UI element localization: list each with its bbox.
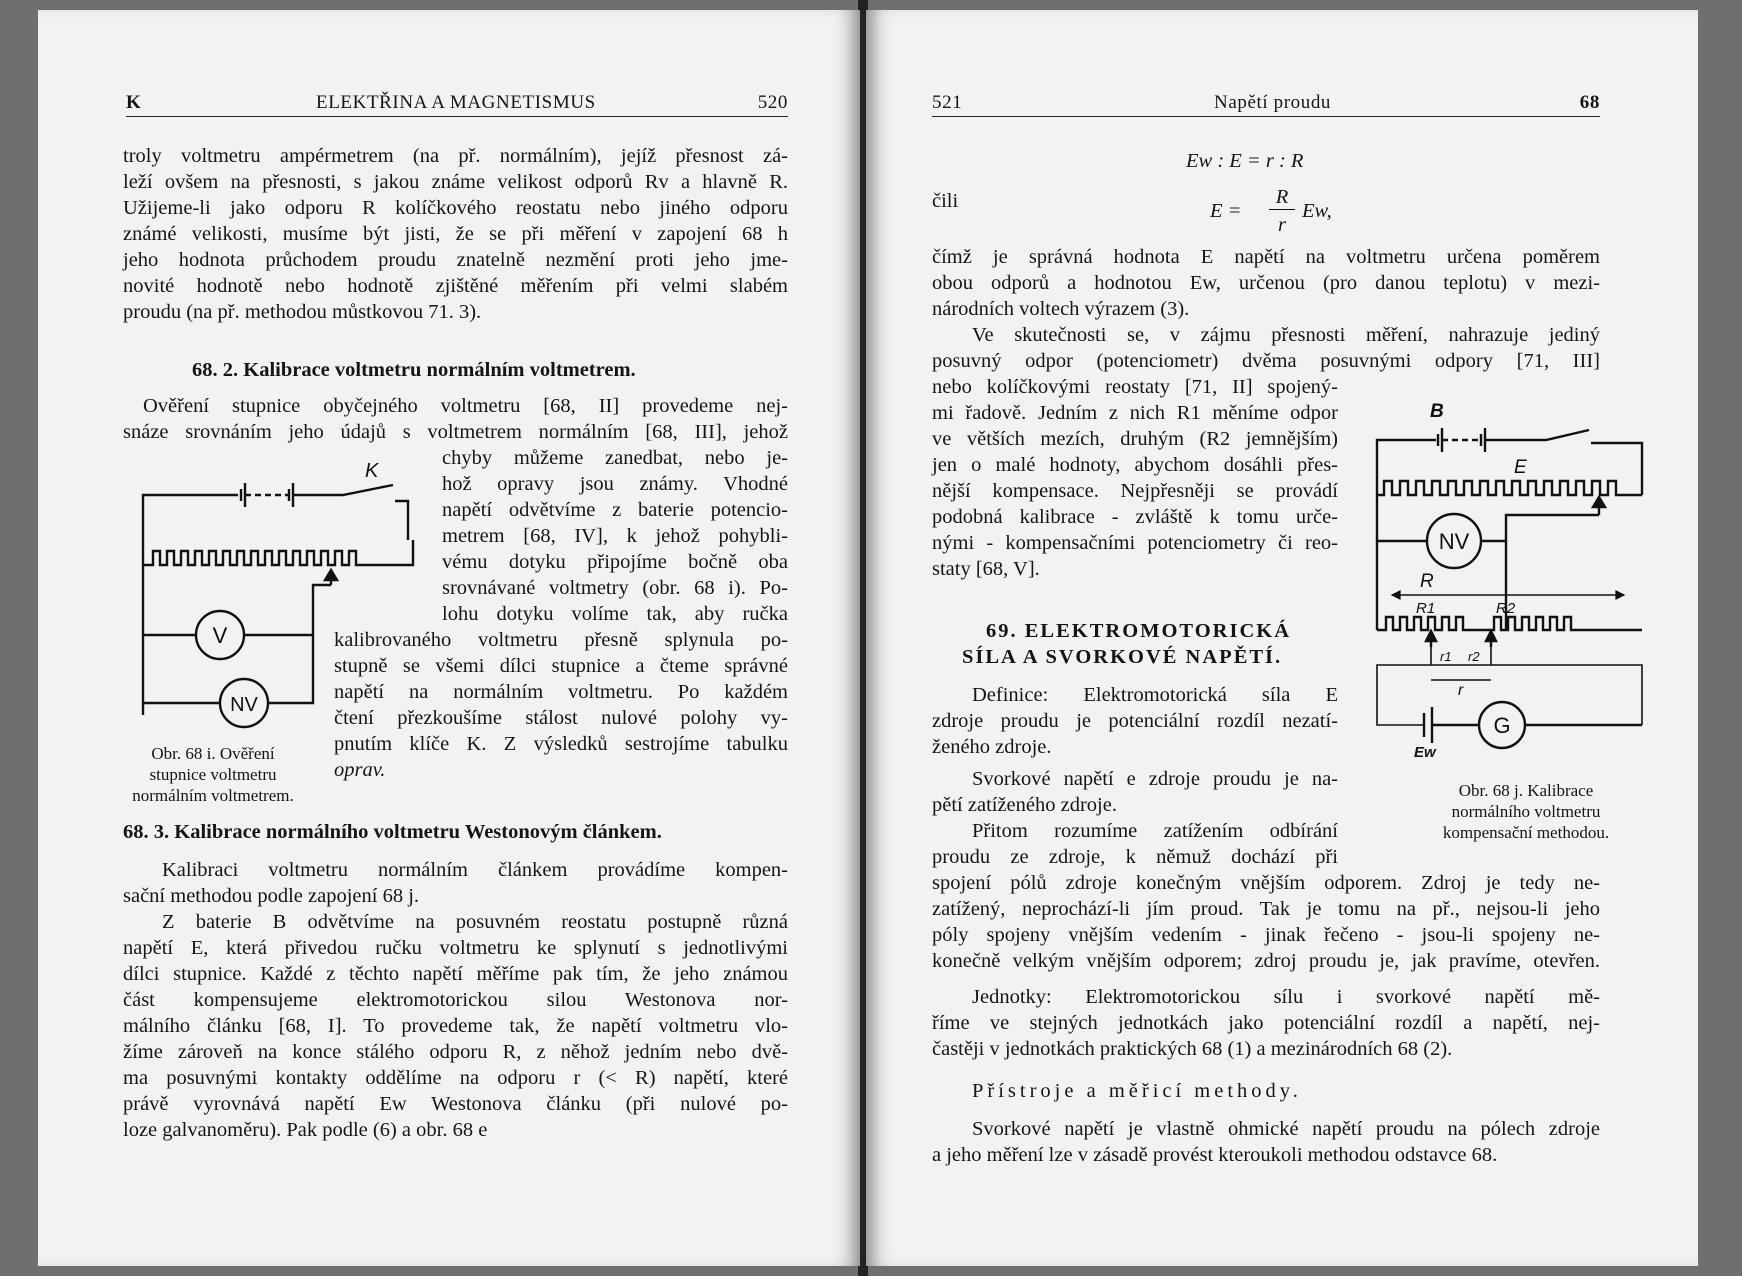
page-number: 520: [757, 92, 788, 113]
contact-r1-label: r1: [1440, 649, 1452, 664]
text-line: nými - kompensačními potenciometry či reo-: [932, 532, 1338, 554]
text-line: leží ovšem na přesnosti, s jakou známe velikost odporů Rv a hlavně R.: [123, 171, 788, 193]
text-line: málního článku [68, I]. To provedeme tak, že napětí voltmetru vlo-: [123, 1015, 788, 1037]
text-line: národních voltech výrazem (3).: [932, 298, 1190, 320]
text-line: jen o malé hodnoty, abychom dosáhli přes-: [932, 454, 1338, 476]
text-line: vému dotyku připojíme bočně oba: [442, 551, 788, 573]
fraction-numerator: R: [1275, 186, 1289, 208]
normal-voltmeter-label: NV: [1438, 529, 1470, 554]
text-line: srovnávané voltmetry (obr. 68 i). Po-: [442, 577, 788, 599]
text-line: Jednotky: Elektromotorickou sílu i svorkové napětí mě-: [972, 986, 1600, 1008]
circuit-diagram-68i: [133, 460, 433, 735]
text-line: Z baterie B odvětvíme na posuvném reostatu postupně různá: [162, 911, 788, 933]
text-line: zdroje proudu je potenciální rozdíl nezatí-: [932, 710, 1338, 732]
text-line: Definice: Elektromotorická síla E: [972, 684, 1338, 706]
fraction-denominator: r: [1278, 214, 1286, 236]
resistor-r-label: R: [1420, 571, 1434, 592]
text-line: chyby můžeme zanedbat, nebo je-: [442, 447, 788, 469]
text-line: čímž je správná hodnota E napětí na voltmetru určena poměrem: [932, 246, 1600, 268]
text-line: lohu dotyku volíme tak, aby ručka: [442, 603, 788, 625]
caption-line: normálním voltmetrem.: [132, 786, 294, 805]
caption-line: Obr. 68 j. Kalibrace: [1458, 781, 1594, 800]
resistor-r1-label: R1: [1416, 600, 1436, 617]
formula-proportion: Ew : E = r : R: [1186, 150, 1304, 172]
text-line: napětí odvětvíme z baterie potencio-: [442, 499, 788, 521]
subsection-heading: 68. 2. Kalibrace voltmetru normálním voltmetrem.: [192, 359, 636, 381]
text-line: ma posuvnými kontakty oddělíme na odporu r (< R) napětí, které: [123, 1067, 788, 1089]
text-line: spojení pólů zdroje konečným vnějším odporem. Zdroj je tedy ne-: [932, 872, 1600, 894]
text-line: obou odporů a hodnotou Ew, určenou (pro danou teplotu) v mezi-: [932, 272, 1600, 294]
caption-line: stupnice voltmetru: [149, 765, 277, 784]
text-line: konečně velkým vnějším odporem; zdroj proudu je, jak pravíme, otevřen.: [932, 950, 1600, 972]
text-line: častěji v jednotkách praktických 68 (1) a mezinárodních 68 (2).: [932, 1038, 1453, 1060]
text-line: ve větších mezích, druhým (R2 jemnějším): [932, 428, 1338, 450]
text-line: stupně se všemi dílci stupnice a čteme správné: [334, 655, 788, 677]
text-line: novité hodnotě nebo hodnotě zjištěné měřením při velmi slabém: [123, 275, 788, 297]
caption-line: normálního voltmetru: [1451, 802, 1601, 821]
section-number: 68: [1579, 92, 1600, 113]
chapter-heading: SÍLA A SVORKOVÉ NAPĚTÍ.: [962, 646, 1283, 668]
text-line: jeho hodnota průchodem proudu znatelně nezmění proti jeho jme-: [123, 249, 788, 271]
text-line: podobná kalibrace - zvláště k tomu urče-: [932, 506, 1338, 528]
contact-r2-label: r2: [1468, 649, 1480, 664]
formula-lhs: E =: [1210, 200, 1242, 222]
text-line: proudu ze zdroje, k němuž dochází při: [932, 846, 1338, 868]
text-line: zatížený, neprochází-li jím proud. Tak je tomu na př., nejsou-li jeho: [932, 898, 1600, 920]
formula-label: čili: [932, 190, 959, 212]
text-line: Svorkové napětí e zdroje proudu je na-: [972, 768, 1338, 790]
text-line: pětí zatíženého zdroje.: [932, 794, 1117, 816]
text-line: kalibrovaného voltmetru přesně splynula po-: [334, 629, 788, 651]
text-line: nější kompensace. Nejpřesněji se provádí: [932, 480, 1338, 502]
text-line: mi řadově. Jedním z nich R1 měníme odpor: [932, 402, 1338, 424]
text-line: Přitom rozumíme zatížením odbírání: [972, 820, 1338, 842]
text-line: Ve skutečnosti se, v zájmu přesnosti měření, nahrazuje jediný: [972, 324, 1600, 346]
text-line: říme ve stejných jednotkách jako potenciální rozdíl a napětí, nej-: [932, 1012, 1600, 1034]
text-line: Ověření stupnice obyčejného voltmetru [68, II] provedeme nej-: [143, 395, 788, 417]
galvanometer-label: G: [1493, 713, 1511, 738]
text-line: Kalibraci voltmetru normálním článkem provádíme kompen-: [162, 859, 788, 881]
battery-label: B: [1430, 401, 1444, 422]
text-line: část kompensujeme elektromotorickou silou Westonova nor-: [123, 989, 788, 1011]
right-page: [866, 10, 1698, 1266]
text-line: žíme zároveň na konce stálého odporu R, z něhož jedním nebo dvě-: [123, 1041, 788, 1063]
resistor-r2-label: R2: [1496, 600, 1516, 617]
subsection-heading: Přístroje a měřicí methody.: [972, 1080, 1302, 1102]
voltmeter-label: V: [212, 623, 228, 648]
normal-voltmeter-label: NV: [230, 694, 258, 716]
formula-rhs: Ew,: [1302, 200, 1332, 222]
text-line: troly voltmetru ampérmetrem (na př. normálním), jejíž přesnost zá-: [123, 145, 788, 167]
running-title: ELEKTŘINA A MAGNETISMUS: [316, 92, 596, 113]
text-line: pnutím klíče K. Z výsledků sestrojíme tabulku: [334, 733, 788, 755]
text-line: čtení přezkoušíme stálost nulové polohy vy-: [334, 707, 788, 729]
page-number: 521: [932, 92, 963, 113]
caption-line: kompensační methodou.: [1442, 823, 1610, 842]
text-line: proudu (na př. methodou můstkovou 71. 3).: [123, 301, 482, 323]
key-label: K: [365, 460, 379, 482]
text-line: oprav.: [334, 759, 386, 781]
left-page: [38, 10, 860, 1266]
subsection-heading: 68. 3. Kalibrace normálního voltmetru Westonovým článkem.: [123, 821, 662, 843]
right-page-header: [932, 86, 1600, 117]
text-line: a jeho měření lze v zásadě provést kteroukoli methodou odstavce 68.: [932, 1144, 1498, 1166]
circuit-diagram-68j: [1374, 395, 1664, 761]
contact-r-label: r: [1458, 682, 1464, 699]
weston-cell-label: Ew: [1414, 744, 1436, 761]
text-line: hož opravy jsou známy. Vhodné: [442, 473, 788, 495]
text-line: dílci stupnice. Každé z těchto napětí měříme pak tím, že jeho známou: [123, 963, 788, 985]
text-line: napětí E, která přivedou ručku voltmetru ke splynutí s jednotlivými: [123, 937, 788, 959]
text-line: právě vyrovnává napětí Ew Westonova článku (při nulové po-: [123, 1093, 788, 1115]
emf-label: E: [1514, 457, 1527, 478]
chapter-heading: 69. ELEKTROMOTORICKÁ: [986, 620, 1292, 642]
text-line: posuvný odpor (potenciometr) dvěma posuvnými odpory [71, III]: [932, 350, 1600, 372]
text-line: póly spojeny vnějším vedením - jinak řečeno - jsou-li spojeny ne-: [932, 924, 1600, 946]
text-line: Svorkové napětí je vlastně ohmické napětí proudu na pólech zdroje: [972, 1118, 1600, 1140]
text-line: metrem [68, IV], k jehož pohybli-: [442, 525, 788, 547]
fraction-bar: [1269, 209, 1295, 210]
text-line: ženého zdroje.: [932, 736, 1052, 758]
text-line: snáze srovnáním jeho údajů s voltmetrem normálním [68, III], jehož: [123, 421, 788, 443]
running-title: Napětí proudu: [1214, 92, 1332, 113]
caption-line: Obr. 68 i. Ověření: [151, 744, 275, 763]
text-line: známé velikosti, musíme být jisti, že se při měření v zapojení 68 h: [123, 223, 788, 245]
text-line: staty [68, V].: [932, 558, 1040, 580]
text-line: napětí na normálním voltmetru. Po každém: [334, 681, 788, 703]
text-line: nebo kolíčkovými reostaty [71, II] spojený-: [932, 376, 1338, 398]
section-mark: K: [126, 92, 142, 113]
figure-caption-68i: [98, 743, 328, 806]
text-line: Užijeme-li jako odporu R kolíčkového reostatu nebo jiného odporu: [123, 197, 788, 219]
left-page-header: [126, 86, 788, 117]
text-line: loze galvanoměru). Pak podle (6) a obr. 68 e: [123, 1119, 488, 1141]
figure-caption-68j: [1381, 780, 1671, 843]
text-line: sační methodou podle zapojení 68 j.: [123, 885, 420, 907]
